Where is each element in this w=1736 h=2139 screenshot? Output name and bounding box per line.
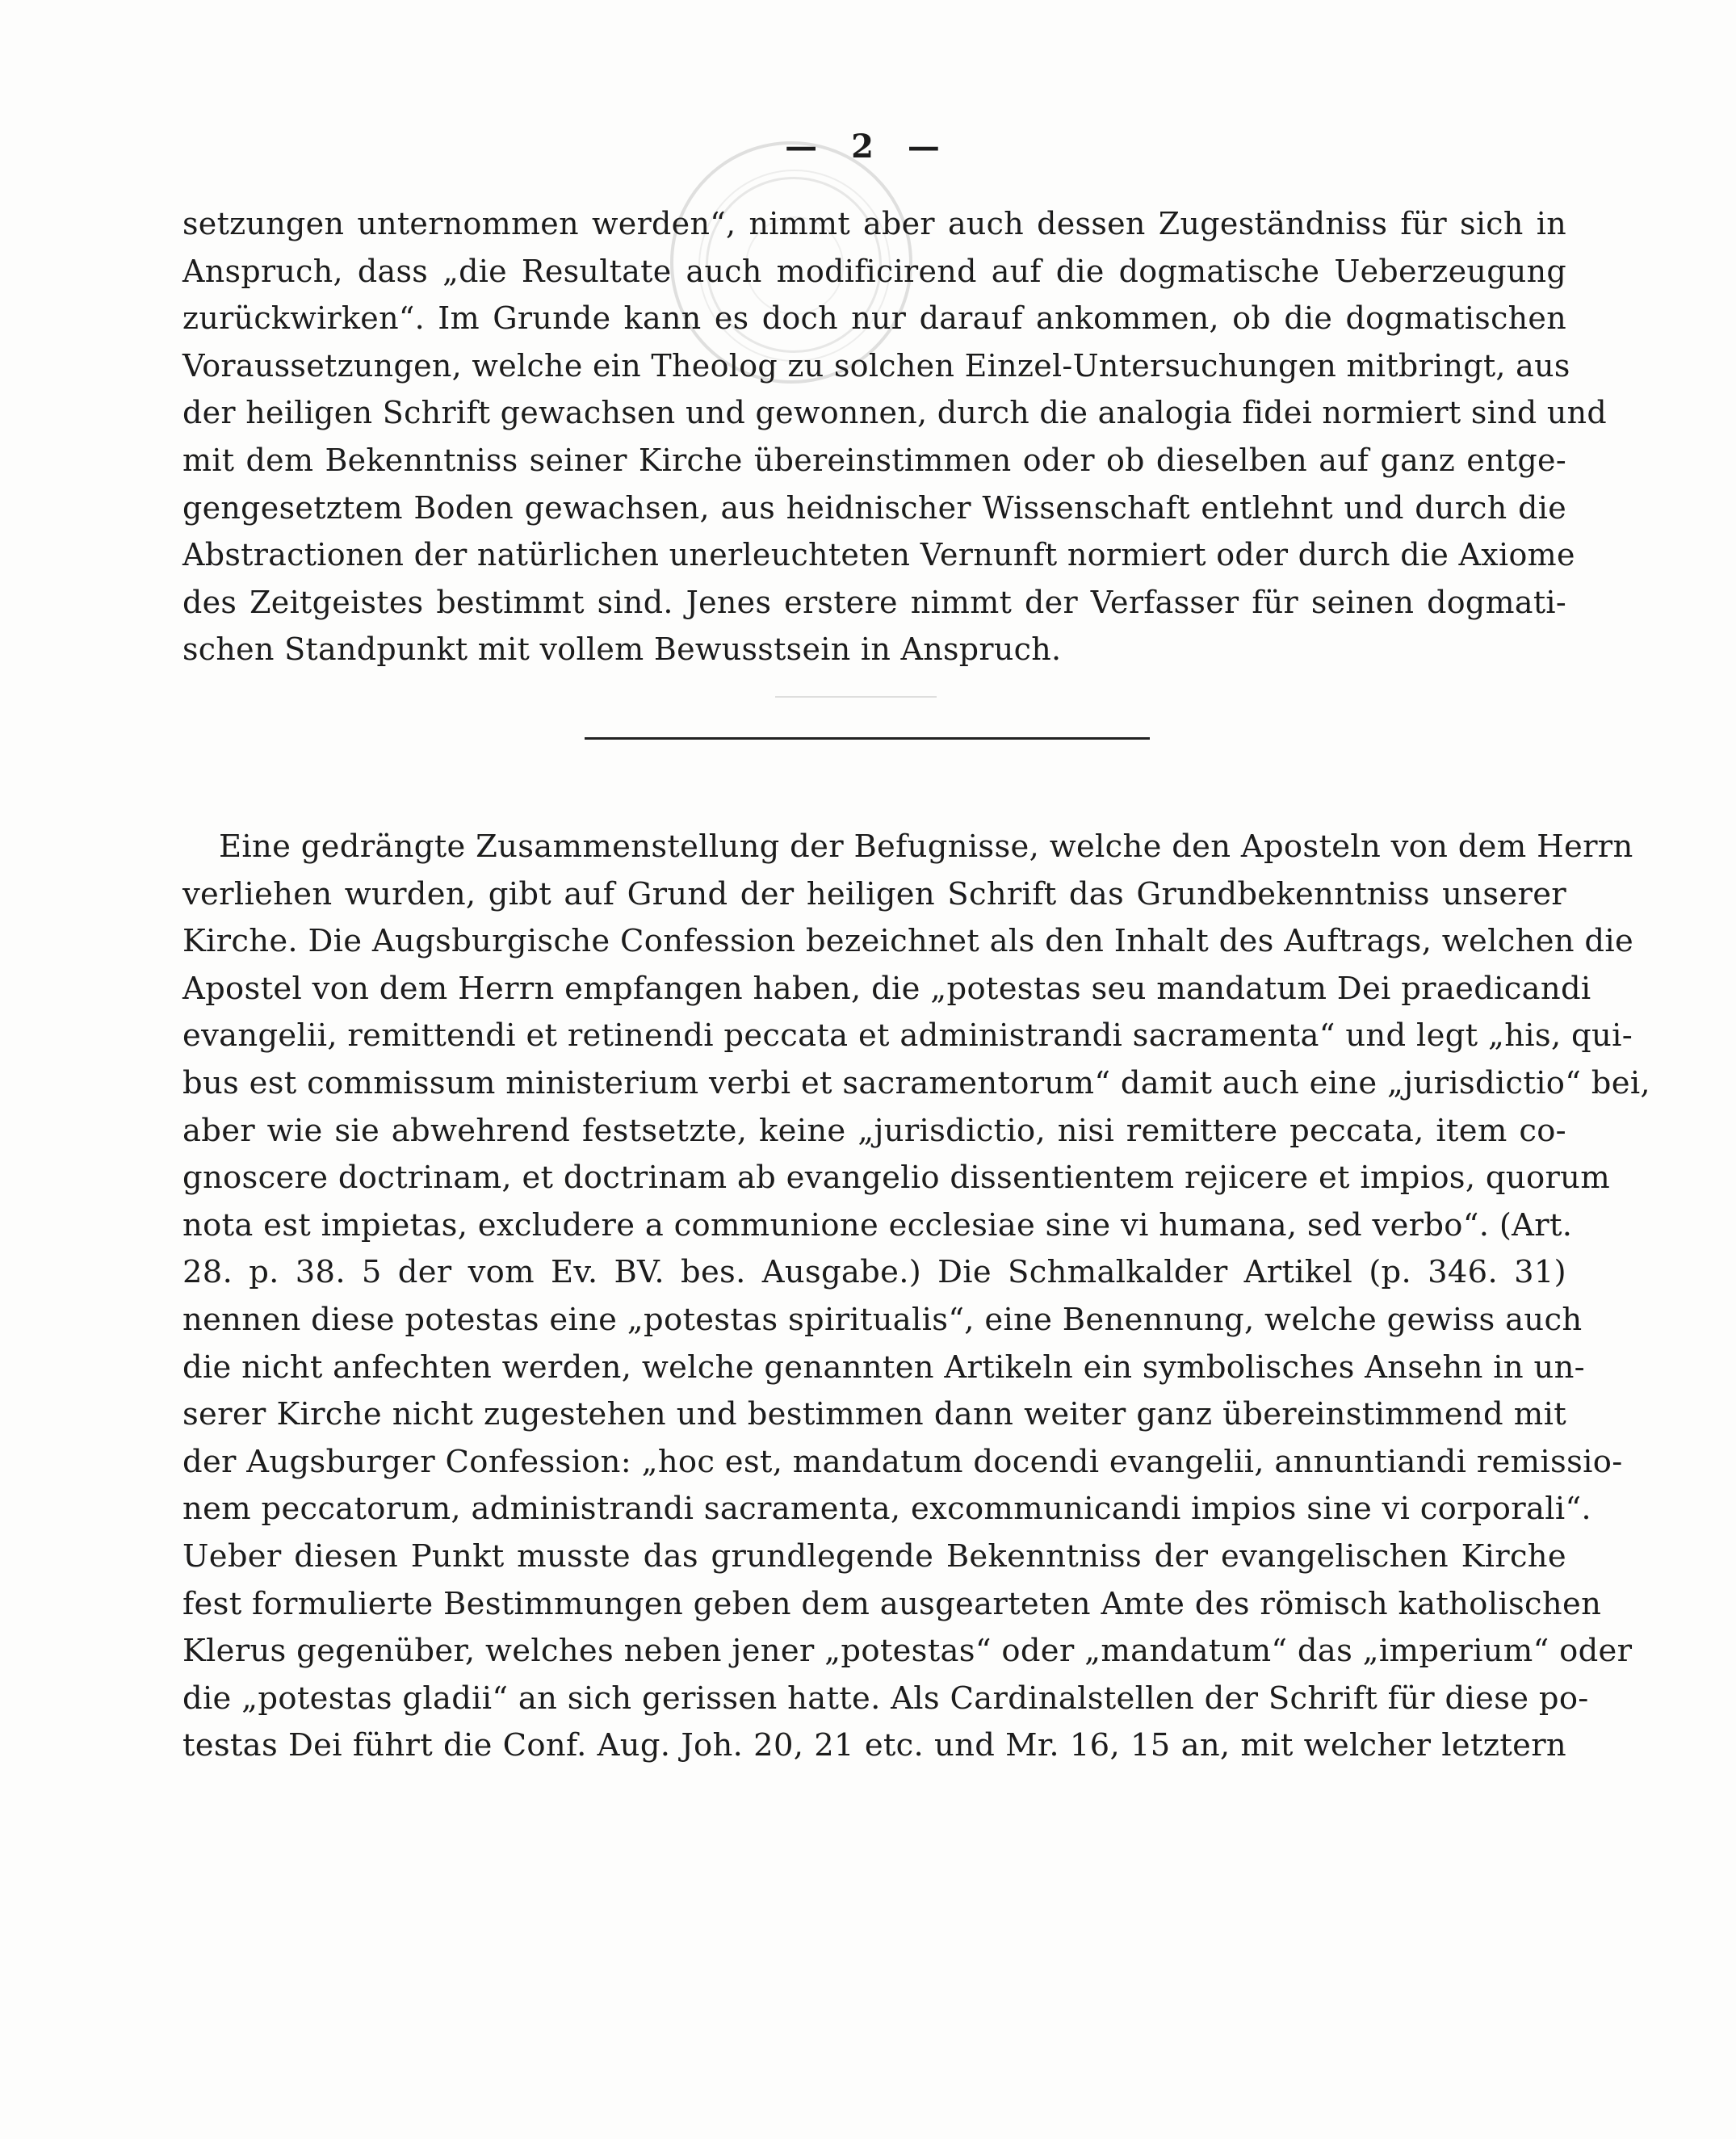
section-divider — [585, 737, 1150, 740]
text-line: aber wie sie abwehrend festsetzte, keine „jurisdictio, nisi remittere peccata, item co- — [182, 1112, 1566, 1149]
text-line: Ueber diesen Punkt musste das grundlegende Bekenntniss der evangelischen Kirche — [182, 1537, 1566, 1575]
text-line: schen Standpunkt mit vollem Bewusstsein in Anspruch. — [182, 631, 1062, 668]
text-line: serer Kirche nicht zugestehen und bestimmen dann weiter ganz übereinstimmend mit — [182, 1396, 1566, 1433]
text-line: gnoscere doctrinam, et doctrinam ab evangelio dissentientem rejicere et impios, quorum — [182, 1160, 1611, 1197]
text-line: des Zeitgeistes bestimmt sind. Jenes erstere nimmt der Verfasser für seinen dogmati- — [182, 584, 1566, 620]
text-line: Anspruch, dass „die Resultate auch modificirend auf die dogmatische Ueberzeugung — [182, 253, 1566, 289]
text-line: bus est commissum ministerium verbi et sacramentorum“ damit auch eine „jurisdictio“ bei, — [182, 1064, 1650, 1101]
text-line: testas Dei führt die Conf. Aug. Joh. 20, 21 etc. und Mr. 16, 15 an, mit welcher letztern — [182, 1727, 1566, 1764]
text-line: nem peccatorum, administrandi sacramenta, excommunicandi impios sine vi corporali“. — [182, 1491, 1591, 1528]
text-line: nota est impietas, excludere a communione ecclesiae sine vi humana, sed verbo“. (Art. — [182, 1206, 1573, 1244]
text-line: der Augsburger Confession: „hoc est, mandatum docendi evangelii, annuntiandi remissio- — [182, 1443, 1623, 1480]
text-line: Abstractionen der natürlichen unerleuchteten Vernunft normiert oder durch die Axiome — [182, 537, 1575, 573]
text-line: Apostel von dem Herrn empfangen haben, die „potestas seu mandatum Dei praedicandi — [182, 970, 1591, 1007]
text-line: setzungen unternommen werden“, nimmt aber auch dessen Zugeständniss für sich in — [182, 206, 1566, 241]
text-line: Voraussetzungen, welche ein Theolog zu solchen Einzel-Untersuchungen mitbringt, aus — [182, 347, 1570, 384]
text-line: Kirche. Die Augsburgische Confession bezeichnet als den Inhalt des Auftrags, welchen die — [182, 923, 1634, 960]
text-line: Eine gedrängte Zusammenstellung der Befugnisse, welche den Aposteln von dem Herrn — [219, 828, 1633, 865]
text-line: mit dem Bekenntniss seiner Kirche übereinstimmen oder ob dieselben auf ganz entge- — [182, 442, 1566, 478]
text-line: zurückwirken“. Im Grunde kann es doch nur darauf ankommen, ob die dogmatischen — [182, 300, 1566, 337]
text-line: verliehen wurden, gibt auf Grund der heiligen Schrift das Grundbekenntniss unserer — [182, 875, 1566, 912]
text-line: der heiligen Schrift gewachsen und gewonnen, durch die analogia fidei normiert sind und — [182, 395, 1608, 431]
faint-rule — [775, 696, 937, 698]
text-line: 28. p. 38. 5 der vom Ev. BV. bes. Ausgabe.) Die Schmalkalder Artikel (p. 346. 31) — [182, 1254, 1566, 1291]
text-line: nennen diese potestas eine „potestas spiritualis“, eine Benennung, welche gewiss auch — [182, 1301, 1583, 1338]
text-line: evangelii, remittendi et retinendi peccata et administrandi sacramenta“ und legt „his, qui- — [182, 1017, 1633, 1055]
text-line: Klerus gegenüber, welches neben jener „potestas“ oder „mandatum“ das „imperium“ oder — [182, 1633, 1633, 1670]
text-line: gengesetztem Boden gewachsen, aus heidnischer Wissenschaft entlehnt und durch die — [182, 489, 1566, 526]
paragraph-2 — [182, 824, 1650, 1770]
text-line: fest formulierte Bestimmungen geben dem ausgearteten Amte des römisch katholischen — [182, 1585, 1602, 1622]
text-line: die nicht anfechten werden, welche genannten Artikeln ein symbolisches Ansehn in un- — [182, 1348, 1585, 1386]
page-number: — 2 — — [785, 128, 951, 166]
text-line: die „potestas gladii“ an sich gerissen hatte. Als Cardinalstellen der Schrift für diese po- — [182, 1680, 1589, 1717]
paragraph-1 — [182, 200, 1608, 673]
